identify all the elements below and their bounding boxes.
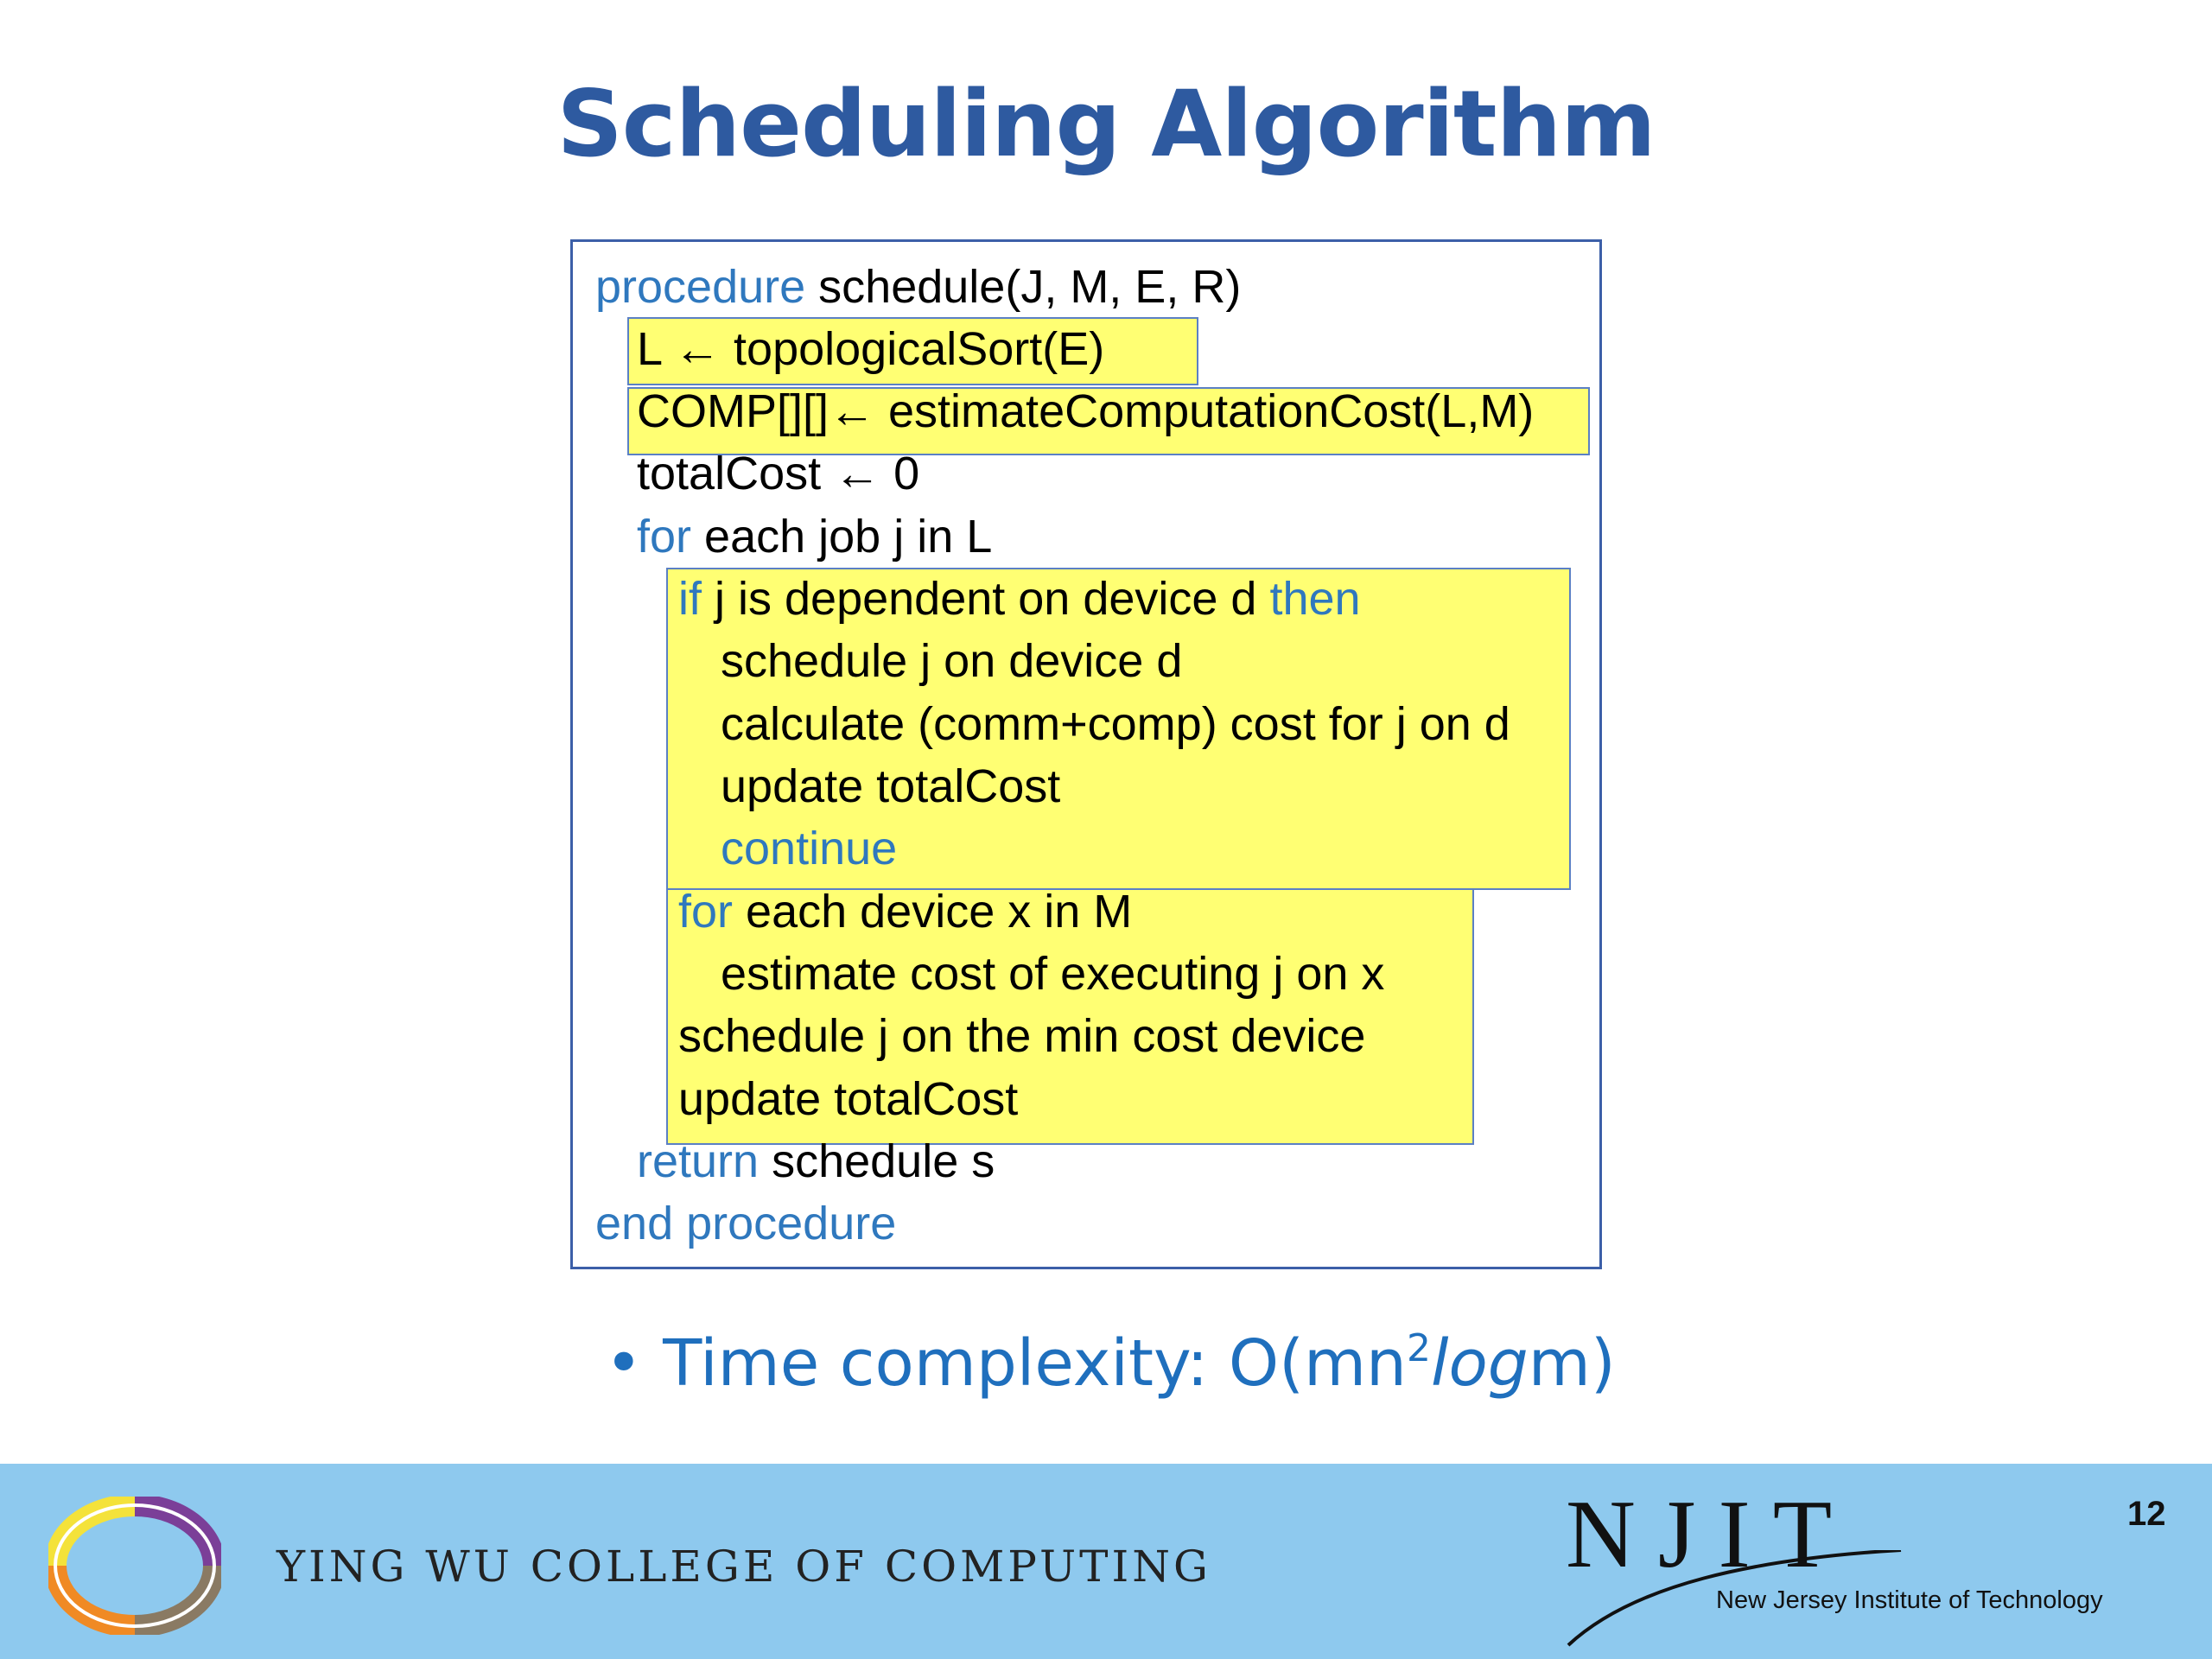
- algo-line-1: procedure schedule(J, M, E, R): [595, 261, 1242, 313]
- algo-line-10: continue: [721, 823, 898, 874]
- algo-line-16: end procedure: [595, 1198, 897, 1249]
- njit-full-name: New Jersey Institute of Technology: [1716, 1586, 2103, 1614]
- algo-line-9: update totalCost: [721, 760, 1061, 812]
- algo-line-12: estimate cost of executing j on x: [721, 948, 1385, 1000]
- algo-line-3: COMP[][]← estimateComputationCost(L,M): [637, 385, 1535, 437]
- algo-line-15: return schedule s: [637, 1135, 995, 1187]
- college-name: YING WU COLLEGE OF COMPUTING: [276, 1541, 1211, 1592]
- algo-line-4: totalCost ← 0: [637, 448, 920, 499]
- time-complexity-bullet: • Time complexity: $O(mn^2\log m)$: [605, 1326, 1616, 1401]
- algo-line-8: calculate (comm+comp) cost for j on d: [721, 698, 1510, 750]
- algo-line-5: for each job j in L: [637, 511, 993, 563]
- slide-title: Scheduling Algorithm: [556, 71, 1656, 177]
- njit-logo-letters: NJIT: [1566, 1481, 1855, 1588]
- footer-band: [0, 1464, 2212, 1659]
- algo-line-11: for each device x in M: [678, 886, 1133, 938]
- algo-line-2: L ← topologicalSort(E): [637, 323, 1105, 375]
- algo-line-13: schedule j on the min cost device: [678, 1010, 1366, 1062]
- page-number: 12: [2127, 1495, 2166, 1533]
- algo-line-14: update totalCost: [678, 1073, 1019, 1125]
- algo-line-6: if j is dependent on device d then: [678, 573, 1361, 625]
- algorithm-box: [570, 239, 1602, 1269]
- ying-wu-ring-logo-icon: [48, 1497, 221, 1635]
- algo-line-7: schedule j on device d: [721, 635, 1183, 687]
